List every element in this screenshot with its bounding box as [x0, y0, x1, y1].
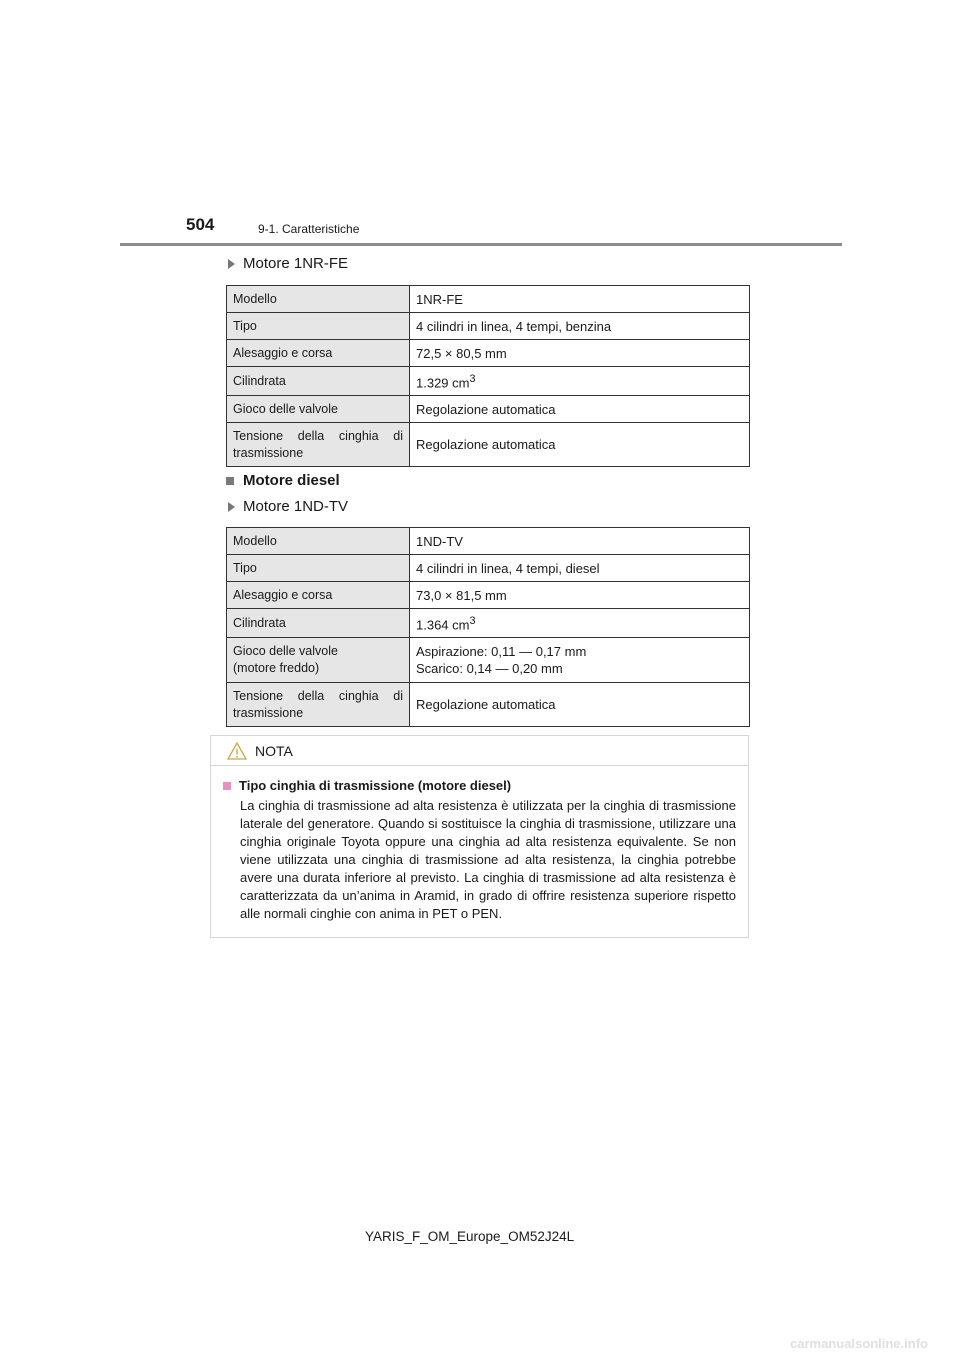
spec-label: Modello — [227, 286, 410, 313]
note-item-title-text: Tipo cinghia di trasmissione (motore diesel) — [239, 778, 512, 793]
spec-value: 1ND-TV — [410, 528, 750, 555]
spec-label — [227, 683, 410, 727]
table-row — [227, 582, 750, 609]
spec-value: Regolazione automatica — [410, 683, 750, 727]
note-item-title — [223, 778, 736, 793]
diesel-subheading-text: Motore 1ND-TV — [243, 498, 349, 515]
spec-value-text: 1.329 cm — [416, 375, 470, 391]
superscript: 3 — [469, 615, 476, 627]
triangle-bullet-icon — [228, 259, 235, 269]
spec-value: Aspirazione: 0,11 — 0,17 mm Scarico: 0,14 — 0,20 mm — [410, 638, 750, 683]
header-rule — [120, 243, 842, 246]
table-row — [227, 340, 750, 367]
spec-label: Cilindrata — [227, 367, 410, 396]
table-row — [227, 528, 750, 555]
spec-label: Cilindrata — [227, 609, 410, 638]
page-number: 504 — [186, 215, 215, 234]
spec-value-text: 1.364 cm — [416, 617, 470, 633]
spec-value: 1NR-FE — [410, 286, 750, 313]
spec-label: Alesaggio e corsa — [227, 340, 410, 367]
spec-value — [410, 609, 750, 638]
superscript: 3 — [469, 373, 476, 385]
table-row — [227, 609, 750, 638]
spec-value: 4 cilindri in linea, 4 tempi, benzina — [410, 313, 750, 340]
diesel-heading-text: Motore diesel — [243, 472, 340, 489]
table-row — [227, 396, 750, 423]
spec-value: Regolazione automatica — [410, 396, 750, 423]
spec-label-text: Tensione della cinghia di trasmissione — [233, 688, 403, 720]
spec-label: Modello — [227, 528, 410, 555]
spec-label-text: Tensione della cinghia di trasmissione — [233, 428, 403, 460]
table-row — [227, 683, 750, 727]
diesel-spec-table — [226, 527, 750, 727]
note-item — [211, 766, 748, 923]
triangle-bullet-icon — [228, 502, 235, 512]
diesel-subheading — [228, 498, 348, 515]
petrol-subheading — [228, 255, 348, 272]
section-title: 9-1. Caratteristiche — [258, 222, 360, 236]
note-header — [211, 736, 748, 766]
square-bullet-icon — [226, 477, 234, 485]
table-row — [227, 555, 750, 582]
petrol-subheading-text: Motore 1NR-FE — [243, 255, 349, 272]
note-item-body: La cinghia di trasmissione ad alta resistenza è utilizzata per la cinghia di trasmissione laterale del generatore. Quando si sostituisce la cinghia di trasmissione, utilizzare una cinghia originale Toyota oppure una cinghia ad alta resistenza equivalente. Se non viene utilizzata una cinghia di trasmissione ad alta resistenza, la cinghia potrebbe avere una durata inferiore al previsto. La cinghia di trasmissione ad alta resistenza è caratterizzata da un’anima in Aramid, in grado di offrire resistenza superiore rispetto alle normali cinghie con anima in PET o PEN. — [240, 798, 736, 921]
spec-label — [227, 423, 410, 467]
footer-code: YARIS_F_OM_Europe_OM52J24L — [365, 1229, 575, 1244]
spec-label: Tipo — [227, 555, 410, 582]
table-row — [227, 367, 750, 396]
spec-label: Alesaggio e corsa — [227, 582, 410, 609]
diesel-heading — [226, 472, 340, 489]
spec-label: Tipo — [227, 313, 410, 340]
pink-square-bullet-icon — [223, 782, 231, 790]
note-label: NOTA — [255, 742, 293, 759]
warning-triangle-icon — [227, 742, 247, 760]
spec-value: 4 cilindri in linea, 4 tempi, diesel — [410, 555, 750, 582]
spec-value: 73,0 × 81,5 mm — [410, 582, 750, 609]
spec-value: Regolazione automatica — [410, 423, 750, 467]
spec-value — [410, 367, 750, 396]
note-box — [210, 735, 749, 938]
watermark: carmanualsonline.info — [790, 1336, 928, 1351]
spec-label: Gioco delle valvole — [227, 396, 410, 423]
spec-value: 72,5 × 80,5 mm — [410, 340, 750, 367]
petrol-spec-table — [226, 285, 750, 467]
spec-label: Gioco delle valvole (motore freddo) — [227, 638, 410, 683]
table-row — [227, 638, 750, 683]
table-row — [227, 423, 750, 467]
table-row — [227, 313, 750, 340]
table-row — [227, 286, 750, 313]
